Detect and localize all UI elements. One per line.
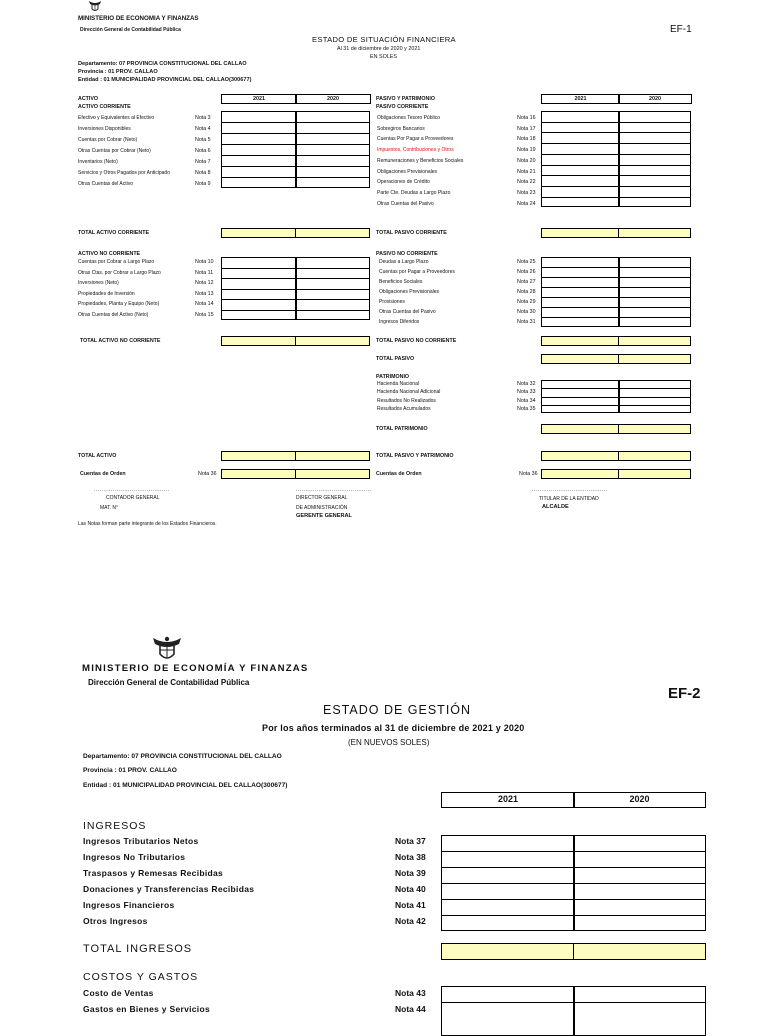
pasivo-corriente-row-nota: Nota 16 bbox=[517, 115, 536, 121]
cuentas-orden-left-label: Cuentas de Orden bbox=[80, 471, 126, 477]
ingresos-row-label: Traspasos y Remesas Recibidas bbox=[83, 868, 224, 878]
ingresos-row-label: Ingresos No Tributarios bbox=[83, 852, 186, 862]
report-period: Por los años terminados al 31 de diciembre de 2021 y 2020 bbox=[262, 723, 525, 733]
total-ingresos-label: TOTAL INGRESOS bbox=[83, 943, 193, 955]
cuentas-orden-right-2020 bbox=[618, 469, 691, 479]
pasivo-corriente-row-nota: Nota 17 bbox=[517, 125, 536, 132]
report-period: Al 31 de diciembre de 2020 y 2021 bbox=[337, 46, 421, 52]
pasivo-no-corriente-title: PASIVO NO CORRIENTE bbox=[376, 251, 438, 257]
activo-no-corriente-row-nota: Nota 12 bbox=[195, 280, 214, 286]
titular-entidad-label: TITULAR DE LA ENTIDAD bbox=[539, 496, 599, 502]
patrimonio-row-nota: Nota 33 bbox=[517, 389, 536, 396]
ministry-name: MINISTERIO DE ECONOMIA Y FINANZAS bbox=[78, 15, 199, 22]
report-currency: EN SOLES bbox=[370, 54, 397, 60]
total-patrimonio-label: TOTAL PATRIMONIO bbox=[376, 426, 428, 432]
activo-corriente-row-label: Servicios y Otros Pagados por Anticipado bbox=[78, 170, 170, 176]
total-pasivo-corriente-2020 bbox=[618, 228, 691, 238]
right-year-b-header: 2020 bbox=[618, 94, 692, 104]
activo-corriente-row-nota: Nota 8 bbox=[195, 170, 211, 176]
pasivo-corriente-divider bbox=[618, 111, 620, 207]
total-pasivo-no-corriente-2021 bbox=[541, 336, 619, 346]
patrimonio-row-label: Hacienda Nacional bbox=[377, 381, 419, 387]
ingresos-row-label: Donaciones y Transferencias Recibidas bbox=[83, 884, 255, 894]
activo-no-corriente-row-nota: Nota 10 bbox=[195, 259, 214, 265]
activo-corriente-row-nota: Nota 7 bbox=[195, 159, 211, 165]
signature-line-contador: ........................................ bbox=[94, 487, 170, 493]
gerente-general-label: GERENTE GENERAL bbox=[296, 513, 352, 519]
ef2-sheet bbox=[0, 625, 768, 1024]
pasivo-corriente-title: PASIVO CORRIENTE bbox=[376, 104, 429, 110]
pasivo-corriente-row-nota: Nota 23 bbox=[517, 189, 536, 196]
activo-no-corriente-row-label: Propiedades, Planta y Equipo (Neto) bbox=[78, 301, 160, 307]
total-pasivo-patrimonio-2020 bbox=[618, 451, 691, 461]
direction-name: Dirección General de Contabilidad Pública bbox=[88, 678, 250, 687]
activo-corriente-row-label: Otras Cuentas del Activo bbox=[78, 181, 134, 187]
pasivo-corriente-row-nota: Nota 18 bbox=[517, 136, 536, 143]
pasivo-corriente-row-label: Sobregiros Bancarios bbox=[377, 125, 425, 132]
pasivo-corriente-row-label: Parte Cte. Deudas a Largo Plazo bbox=[377, 189, 451, 196]
activo-no-corriente-row-label: Otras Ctas. por Cobrar a Largo Plazo bbox=[78, 269, 161, 276]
pasivo-corriente-row-nota: Nota 19 bbox=[517, 147, 536, 154]
total-pasivo-corriente-label: TOTAL PASIVO CORRIENTE bbox=[376, 230, 447, 236]
pasivo-no-corriente-row-label: Provisiones bbox=[379, 299, 405, 305]
activo-corriente-row-label: Inversiones Disponibles bbox=[78, 126, 131, 132]
patrimonio-row-label: Resultados Acumulados bbox=[377, 405, 431, 412]
direction-name: Dirección General de Contabilidad Pública bbox=[80, 27, 181, 33]
pasivo-no-corriente-row-nota: Nota 30 bbox=[517, 309, 536, 315]
total-pasivo-patrimonio-2021 bbox=[541, 451, 619, 461]
pasivo-corriente-row-label: Obligaciones Tesoro Público bbox=[377, 115, 441, 121]
pasivo-corriente-row-nota: Nota 22 bbox=[517, 179, 536, 186]
activo-corriente-row-nota: Nota 5 bbox=[195, 137, 211, 143]
total-pasivo-2021 bbox=[541, 354, 619, 364]
entidad-info: Entidad : 01 MUNICIPALIDAD PROVINCIAL DEL CALLAO(300677) bbox=[83, 782, 288, 789]
pasivo-no-corriente-row-label: Beneficios Sociales bbox=[379, 279, 423, 285]
activo-corriente-divider bbox=[295, 111, 297, 188]
report-title: ESTADO DE GESTIÓN bbox=[323, 703, 472, 717]
activo-corriente-row-label: Inventarios (Neto) bbox=[78, 159, 118, 165]
departamento-info: Departamento: 07 PROVINCIA CONSTITUCIONAL DEL CALLAO bbox=[78, 61, 247, 67]
coat-of-arms-icon bbox=[152, 635, 182, 663]
patrimonio-row-nota: Nota 35 bbox=[517, 405, 536, 412]
activo-no-corriente-row-label: Inversiones (Neto) bbox=[78, 280, 119, 286]
pasivo-corriente-row-nota: Nota 24 bbox=[517, 200, 536, 207]
pasivo-corriente-row-label: Cuentas Por Pagar a Proveedores bbox=[377, 136, 454, 143]
activo-corriente-row-nota: Nota 9 bbox=[195, 181, 211, 187]
pasivo-corriente-row-nota: Nota 21 bbox=[517, 168, 536, 175]
activo-corriente-row-label: Efectivo y Equivalentes al Efectivo bbox=[78, 115, 155, 121]
costos-gastos-title: COSTOS Y GASTOS bbox=[83, 971, 199, 983]
cuentas-orden-left-2020 bbox=[295, 469, 370, 479]
cuentas-orden-right-nota: Nota 36 bbox=[519, 471, 538, 477]
coat-of-arms-icon bbox=[88, 0, 102, 13]
activo-no-corriente-row-nota: Nota 14 bbox=[195, 301, 214, 307]
total-pasivo-no-corriente-label: TOTAL PASIVO NO CORRIENTE bbox=[376, 338, 457, 344]
ingresos-row-nota: Nota 39 bbox=[395, 868, 426, 878]
administracion-label: DE ADMINISTRACIÓN bbox=[296, 505, 348, 511]
activo-no-corriente-title: ACTIVO NO CORRIENTE bbox=[78, 251, 141, 257]
total-activo-corriente-label: TOTAL ACTIVO CORRIENTE bbox=[78, 230, 150, 236]
left-year-b-header: 2020 bbox=[295, 94, 371, 104]
activo-header: ACTIVO bbox=[78, 96, 99, 102]
ingresos-row-nota: Nota 40 bbox=[395, 884, 426, 894]
alcalde-label: ALCALDE bbox=[542, 504, 569, 510]
activo-no-corriente-row-label: Propiedades de Inversión bbox=[78, 290, 135, 297]
total-patrimonio-2020 bbox=[618, 424, 691, 434]
pasivo-no-corriente-row-nota: Nota 25 bbox=[517, 259, 536, 265]
pasivo-corriente-grid bbox=[541, 111, 691, 207]
activo-corriente-row-label: Cuentas por Cobrar (Neto) bbox=[78, 137, 138, 143]
activo-corriente-row-nota: Nota 3 bbox=[195, 115, 211, 121]
signature-line-titular: ........................................ bbox=[532, 487, 608, 493]
footnote: Las Notas forman parte integrante de los Estados Financieros. bbox=[78, 521, 217, 527]
activo-no-corriente-row-label: Otras Cuentas del Activo (Neto) bbox=[78, 311, 149, 318]
year-a-header: 2021 bbox=[441, 792, 575, 808]
pasivo-no-corriente-row-label: Cuentas por Pagar a Proveedores bbox=[379, 269, 455, 275]
ingresos-row-nota: Nota 42 bbox=[395, 916, 426, 926]
contador-general-label: CONTADOR GENERAL bbox=[106, 495, 160, 501]
total-activo-no-corriente-2020 bbox=[295, 336, 370, 346]
pasivo-corriente-row-label: Remuneraciones y Beneficios Sociales bbox=[377, 157, 464, 164]
pasivo-no-corriente-row-nota: Nota 28 bbox=[517, 289, 536, 295]
patrimonio-grid bbox=[541, 380, 691, 413]
pasivo-corriente-row-label: Obligaciones Previsionales bbox=[377, 168, 438, 175]
ingresos-divider bbox=[573, 835, 575, 931]
director-general-label: DIRECTOR GENERAL bbox=[296, 495, 348, 501]
cuentas-orden-left-nota: Nota 36 bbox=[198, 471, 217, 477]
pasivo-no-corriente-row-nota: Nota 29 bbox=[517, 299, 536, 305]
costos-divider bbox=[573, 986, 575, 1036]
activo-no-corriente-row-nota: Nota 13 bbox=[195, 290, 214, 297]
total-ingresos-2020 bbox=[573, 943, 706, 960]
total-pasivo-2020 bbox=[618, 354, 691, 364]
ingresos-row-label: Ingresos Financieros bbox=[83, 900, 175, 910]
pasivo-patrimonio-header: PASIVO Y PATRIMONIO bbox=[376, 96, 435, 102]
year-b-header: 2020 bbox=[573, 792, 706, 808]
departamento-info: Departamento: 07 PROVINCIA CONSTITUCIONAL DEL CALLAO bbox=[83, 753, 282, 760]
patrimonio-row-nota: Nota 32 bbox=[517, 381, 536, 387]
report-currency: (EN NUEVOS SOLES) bbox=[348, 738, 430, 747]
total-patrimonio-2021 bbox=[541, 424, 619, 434]
pasivo-corriente-row-label: Otras Cuentas del Pasivo bbox=[377, 200, 434, 207]
patrimonio-row-nota: Nota 34 bbox=[517, 397, 536, 404]
total-ingresos-2021 bbox=[441, 943, 575, 960]
right-year-a-header: 2021 bbox=[541, 94, 620, 104]
total-activo-no-corriente-label: TOTAL ACTIVO NO CORRIENTE bbox=[80, 338, 161, 344]
activo-no-corriente-row-label: Cuentas por Cobrar a Largo Plazo bbox=[78, 259, 155, 265]
provincia-info: Provincia : 01 PROV. CALLAO bbox=[78, 69, 158, 75]
provincia-info: Provincia : 01 PROV. CALLAO bbox=[83, 767, 177, 774]
pasivo-no-corriente-row-nota: Nota 27 bbox=[517, 279, 536, 285]
total-activo-2020 bbox=[295, 451, 370, 461]
activo-no-corriente-divider bbox=[295, 257, 297, 320]
costos-row-nota: Nota 44 bbox=[395, 1004, 426, 1014]
pasivo-no-corriente-row-nota: Nota 26 bbox=[517, 269, 536, 275]
activo-no-corriente-row-nota: Nota 11 bbox=[195, 269, 214, 276]
pasivo-corriente-row-label: Operaciones de Crédito bbox=[377, 179, 430, 186]
pasivo-no-corriente-row-label: Otras Cuentas del Pasivo bbox=[379, 309, 436, 315]
total-pasivo-no-corriente-2020 bbox=[618, 336, 691, 346]
activo-corriente-title: ACTIVO CORRIENTE bbox=[78, 104, 131, 110]
ingresos-row-label: Ingresos Tributarios Netos bbox=[83, 836, 199, 846]
pasivo-no-corriente-divider bbox=[618, 257, 620, 327]
pasivo-no-corriente-row-label: Ingresos Diferidos bbox=[379, 319, 420, 325]
report-title: ESTADO DE SITUACIÓN FINANCIERA bbox=[312, 35, 456, 44]
ingresos-row-nota: Nota 41 bbox=[395, 900, 426, 910]
ministry-name: MINISTERIO DE ECONOMÍA Y FINANZAS bbox=[82, 663, 309, 674]
patrimonio-row-label: Resultados No Realizados bbox=[377, 397, 436, 404]
form-code: EF-2 bbox=[668, 685, 701, 702]
form-code: EF-1 bbox=[670, 24, 692, 35]
ingresos-title: INGRESOS bbox=[83, 820, 147, 832]
patrimonio-title: PATRIMONIO bbox=[376, 374, 410, 380]
activo-corriente-row-nota: Nota 6 bbox=[195, 148, 211, 154]
cuentas-orden-right-label: Cuentas de Orden bbox=[376, 471, 422, 477]
mat-label: MAT. N° bbox=[100, 505, 119, 511]
activo-no-corriente-row-nota: Nota 15 bbox=[195, 311, 214, 318]
entidad-info: Entidad : 01 MUNICIPALIDAD PROVINCIAL DEL CALLAO(300677) bbox=[78, 77, 252, 83]
total-pasivo-corriente-2021 bbox=[541, 228, 619, 238]
total-pasivo-patrimonio-label: TOTAL PASIVO Y PATRIMONIO bbox=[376, 453, 454, 459]
signature-line-director: ........................................ bbox=[296, 487, 372, 493]
ingresos-row-nota: Nota 37 bbox=[395, 836, 426, 846]
pasivo-no-corriente-row-label: Deudas a Largo Plazo bbox=[379, 259, 429, 265]
costos-row-label: Costo de Ventas bbox=[83, 988, 154, 998]
costos-row-label: Gastos en Bienes y Servicios bbox=[83, 1004, 210, 1014]
activo-corriente-row-nota: Nota 4 bbox=[195, 126, 211, 132]
pasivo-corriente-row-label: Impuestos, Contribuciones y Otros bbox=[377, 147, 454, 154]
total-activo-label: TOTAL ACTIVO bbox=[78, 453, 117, 459]
patrimonio-divider bbox=[618, 380, 620, 413]
total-activo-corriente-2021 bbox=[221, 228, 296, 238]
total-activo-no-corriente-2021 bbox=[221, 336, 296, 346]
pasivo-corriente-row-nota: Nota 20 bbox=[517, 157, 536, 164]
total-activo-2021 bbox=[221, 451, 296, 461]
activo-corriente-row-label: Otras Cuentas por Cobrar (Neto) bbox=[78, 148, 151, 154]
pasivo-no-corriente-row-nota: Nota 31 bbox=[517, 319, 536, 325]
total-activo-corriente-2020 bbox=[295, 228, 370, 238]
pasivo-no-corriente-grid bbox=[541, 257, 691, 327]
pasivo-no-corriente-row-label: Obligaciones Previsionales bbox=[379, 289, 440, 295]
total-pasivo-label: TOTAL PASIVO bbox=[376, 356, 415, 362]
ingresos-row-label: Otros Ingresos bbox=[83, 916, 148, 926]
patrimonio-row-label: Hacienda Nacional Adicional bbox=[377, 389, 441, 396]
cuentas-orden-left-2021 bbox=[221, 469, 296, 479]
left-year-a-header: 2021 bbox=[221, 94, 297, 104]
costos-row-nota: Nota 43 bbox=[395, 988, 426, 998]
cuentas-orden-right-2021 bbox=[541, 469, 619, 479]
ingresos-row-nota: Nota 38 bbox=[395, 852, 426, 862]
